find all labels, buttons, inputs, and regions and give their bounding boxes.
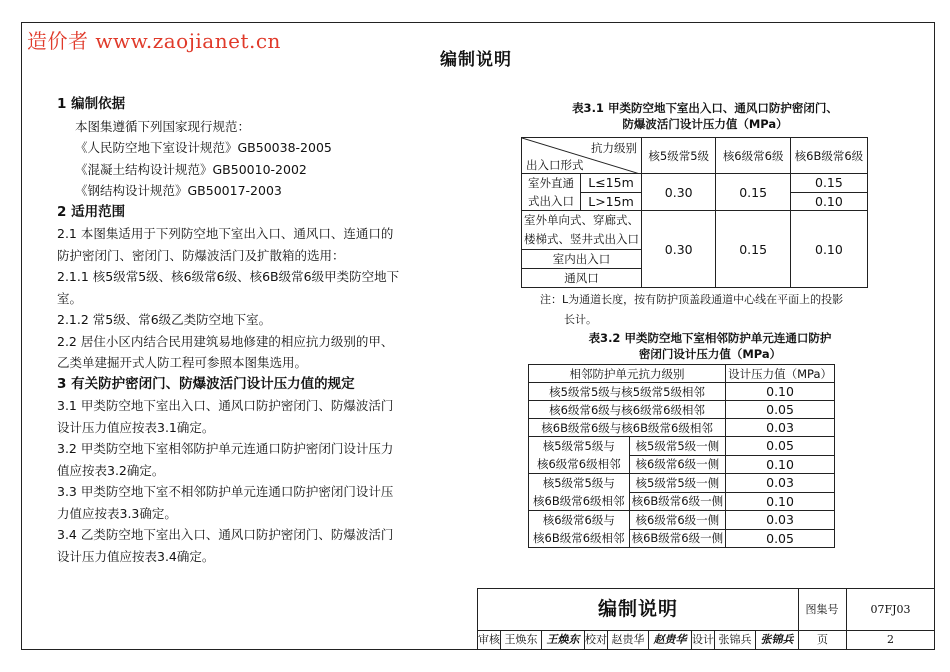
para-3-4-b: 设计压力值应按表3.4确定。	[57, 548, 215, 564]
reference-3: 《钢结构设计规范》GB50017-2003	[75, 183, 282, 198]
para-3-2-a: 3.2 甲类防空地下室相邻防护单元连通口防护密闭门设计压力	[57, 441, 394, 456]
table-3-1-caption	[520, 100, 890, 132]
row2-value-3: 0.10	[790, 211, 867, 288]
para-2-2-b: 乙类单建掘开式人防工程可参照本图集选用。	[57, 355, 308, 370]
table-3-2-caption-line2: 密闭门设计压力值（MPa）	[638, 347, 782, 361]
row1-value-2: 0.15	[716, 174, 790, 211]
para-2-1-a: 2.1 本图集适用于下列防空地下室出入口、通风口、连通口的	[57, 226, 394, 241]
atlas-label: 图集号	[798, 589, 847, 631]
table-3-2-header-b: 设计压力值（MPa）	[726, 365, 835, 383]
watermark: 造价者 www.zaojianet.cn	[27, 29, 281, 53]
checker-name: 赵贵华	[608, 630, 649, 649]
row2-label	[522, 211, 642, 250]
full-row-2-label: 核6级常6级与核6级常6级相邻	[529, 401, 726, 419]
section-3-heading: 3 有关防护密闭门、防爆波活门设计压力值的规定	[57, 375, 355, 392]
group-1-label-b: 核6级常6级相邻	[536, 457, 621, 471]
row1-sub-b: L>15m	[581, 192, 642, 211]
group-2-label-b: 核6B级常6级相邻	[533, 494, 625, 508]
diagonal-line	[522, 138, 640, 174]
title-block	[477, 588, 934, 649]
note-line2: 长计。	[564, 313, 597, 326]
reviewer-name: 王焕东	[501, 630, 542, 649]
group-3-label	[529, 511, 630, 548]
row1-label	[522, 174, 581, 211]
full-row-3-label: 核6B级常6级与核6B级常6级相邻	[529, 419, 726, 437]
checker-signature: 赵贵华	[649, 630, 692, 649]
section-1-heading: 1 编制依据	[57, 96, 126, 112]
group-1-label-a: 核5级常5级与	[542, 439, 615, 453]
row1-value-3b: 0.10	[790, 192, 867, 211]
group-3-value-2: 0.05	[726, 529, 835, 548]
page-title: 编制说明	[440, 50, 512, 70]
check-label: 校对	[585, 630, 608, 649]
para-3-1-a: 3.1 甲类防空地下室出入口、通风口防护密闭门、防爆波活门	[57, 398, 394, 413]
table-3-1-note	[540, 290, 900, 330]
group-2-label-a: 核5级常5级与	[542, 476, 615, 490]
signature-row	[478, 630, 934, 649]
row1-label-b: 式出入口	[528, 194, 574, 208]
corner-header-bottom: 出入口形式	[526, 158, 584, 172]
table-3-1-corner-header	[522, 138, 642, 174]
row2-value-2: 0.15	[716, 211, 790, 288]
col-header-3: 核6B级常6级	[790, 138, 867, 174]
row2-label-b: 楼梯式、竖井式出入口	[524, 232, 639, 246]
para-2-1-2: 2.1.2 常5级、常6级乙类防空地下室。	[57, 312, 272, 327]
para-2-1-b: 防护密闭门、密闭门、防爆波活门及扩散箱的选用：	[57, 247, 345, 263]
group-1-value-1: 0.05	[726, 437, 835, 456]
group-2-label	[529, 474, 630, 511]
row2-value-1: 0.30	[642, 211, 716, 288]
group-1-side-1: 核5级常5级一侧	[629, 437, 726, 456]
left-column-text	[57, 94, 457, 567]
reference-2: 《混凝土结构设计规范》GB50010-2002	[75, 161, 307, 177]
group-2-side-2: 核6B级常6级一侧	[629, 492, 726, 511]
group-3-value-1: 0.03	[726, 511, 835, 530]
table-3-1-caption-line1: 表3.1 甲类防空地下室出入口、通风口防护密闭门、	[572, 101, 838, 115]
group-3-side-2: 核6B级常6级一侧	[629, 529, 726, 548]
row2-label-a: 室外单向式、穿廊式、	[524, 213, 639, 227]
row4-label: 通风口	[522, 269, 642, 288]
table-3-2-header-a: 相邻防护单元抗力级别	[529, 365, 726, 383]
group-3-label-b: 核6B级常6级相邻	[533, 531, 625, 545]
table-3-2	[528, 364, 835, 548]
full-row-1-value: 0.10	[726, 383, 835, 401]
designer-signature: 张锦兵	[756, 630, 799, 649]
para-3-3-a: 3.3 甲类防空地下室不相邻防护单元连通口防护密闭门设计压	[57, 484, 394, 499]
col-header-2: 核6级常6级	[716, 138, 790, 174]
group-1-side-2: 核6级常6级一侧	[629, 455, 726, 474]
group-2-value-2: 0.10	[726, 492, 835, 511]
section-2-heading: 2 适用范围	[57, 203, 126, 220]
full-row-3-value: 0.03	[726, 419, 835, 437]
table-3-1	[521, 137, 868, 288]
para-3-3-b: 力值应按表3.3确定。	[57, 505, 177, 521]
row1-value-3a: 0.15	[790, 174, 867, 193]
row3-label: 室内出入口	[522, 250, 642, 269]
full-row-2-value: 0.05	[726, 401, 835, 419]
para-2-2-a: 2.2 居住小区内结合民用建筑易地修建的相应抗力级别的甲、	[57, 333, 394, 349]
note-line1: 注：L为通道长度，按有防护顶盖段通道中心线在平面上的投影	[540, 293, 844, 306]
para-2-1-1-b: 室。	[57, 290, 83, 306]
review-label: 审核	[478, 630, 501, 649]
para-3-1-b: 设计压力值应按表3.1确定。	[57, 419, 215, 435]
para-3-4-a: 3.4 乙类防空地下室出入口、通风口防护密闭门、防爆波活门	[57, 527, 394, 542]
col-header-1: 核5级常5级	[642, 138, 716, 174]
row1-label-a: 室外直通	[528, 176, 574, 190]
group-3-label-a: 核6级常6级与	[542, 513, 615, 527]
group-2-value-1: 0.03	[726, 474, 835, 493]
corner-header-top: 抗力级别	[591, 141, 637, 155]
title-block-title: 编制说明	[478, 589, 799, 631]
design-label: 设计	[692, 630, 715, 649]
section-1-intro: 本图集遵循下列国家现行规范：	[75, 118, 251, 134]
row1-sub-a: L≤15m	[581, 174, 642, 193]
group-2-side-1: 核5级常5级一侧	[629, 474, 726, 493]
reference-1: 《人民防空地下室设计规范》GB50038-2005	[75, 140, 332, 155]
page-label: 页	[799, 630, 847, 649]
para-3-2-b: 值应按表3.2确定。	[57, 462, 165, 478]
group-3-side-1: 核6级常6级一侧	[629, 511, 726, 530]
para-2-1-1-a: 2.1.1 核5级常5级、核6级常6级、核6B级常6级甲类防空地下	[57, 269, 400, 284]
page-number: 2	[887, 633, 894, 646]
group-1-value-2: 0.10	[726, 455, 835, 474]
row1-value-1: 0.30	[642, 174, 716, 211]
table-3-2-caption	[540, 330, 880, 362]
group-1-label	[529, 437, 630, 474]
full-row-1-label: 核5级常5级与核5级常5级相邻	[529, 383, 726, 401]
reviewer-signature: 王焕东	[542, 630, 585, 649]
table-3-2-caption-line1: 表3.2 甲类防空地下室相邻防护单元连通口防护	[588, 331, 832, 345]
designer-name: 张锦兵	[715, 630, 756, 649]
table-3-1-caption-line2: 防爆波活门设计压力值（MPa）	[622, 117, 788, 131]
atlas-number: 07FJ03	[847, 589, 934, 631]
